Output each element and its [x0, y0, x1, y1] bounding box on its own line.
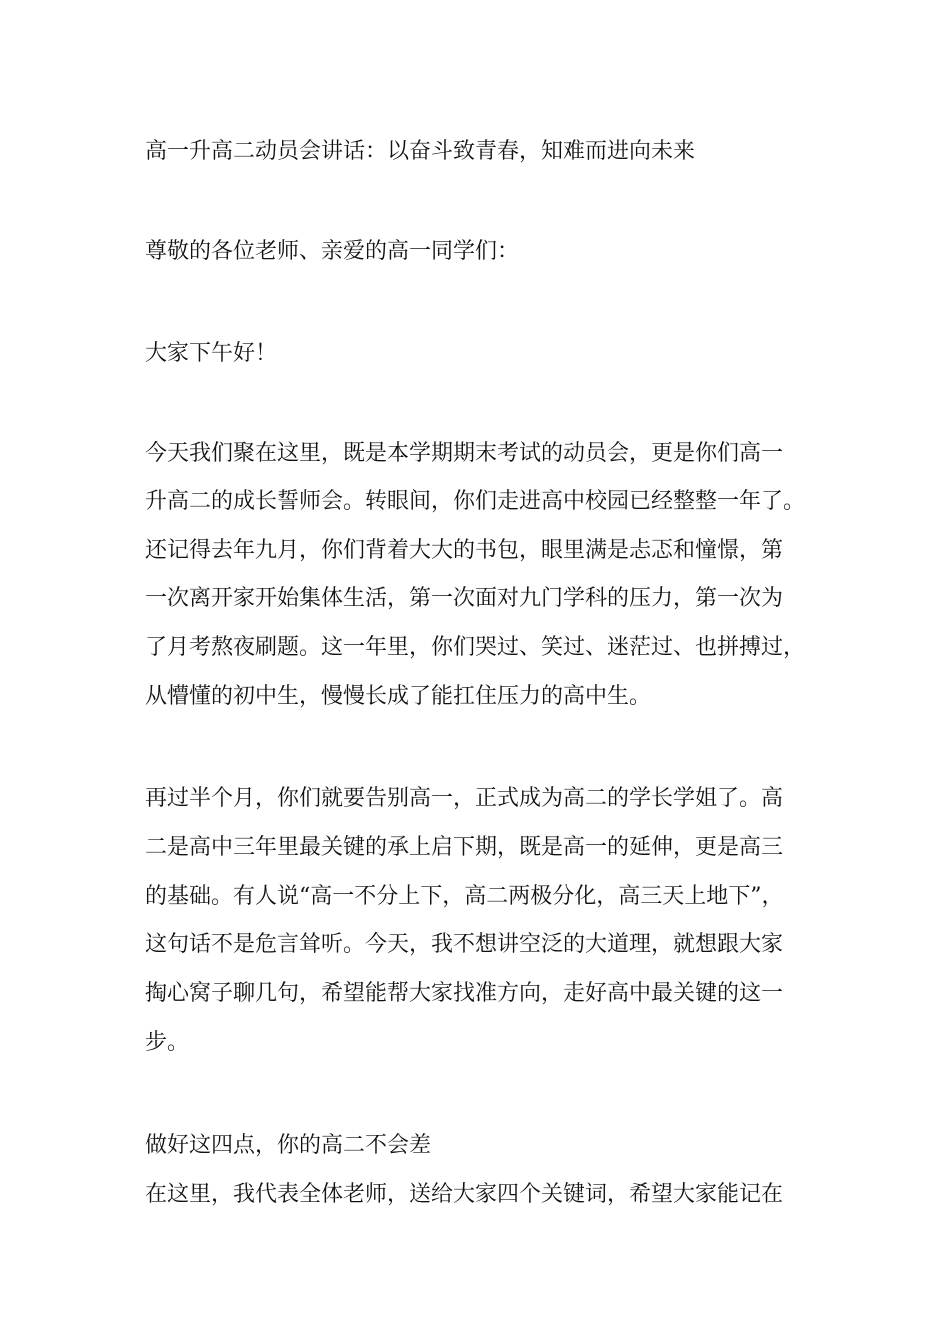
paragraph-2-line: 的基础。有人说“高一不分上下，高二两极分化，高三天上地下”，	[145, 884, 784, 909]
paragraph-3-line: 在这里，我代表全体老师，送给大家四个关键词，希望大家能记在	[145, 1182, 784, 1207]
paragraph-1-line: 升高二的成长誓师会。转眼间，你们走进高中校园已经整整一年了。	[145, 489, 806, 514]
greeting: 大家下午好！	[145, 341, 278, 366]
paragraph-2-line: 步。	[145, 1030, 190, 1055]
paragraph-1-line: 还记得去年九月，你们背着大大的书包，眼里满是忐忑和憧憬，第	[145, 538, 784, 563]
paragraph-2-line: 二是高中三年里最关键的承上启下期，既是高一的延伸，更是高三	[145, 835, 784, 860]
paragraph-2-line: 掏心窝子聊几句，希望能帮大家找准方向，走好高中最关键的这一	[145, 981, 784, 1006]
section-heading: 做好这四点，你的高二不会差	[145, 1133, 432, 1158]
paragraph-1-line: 了月考熬夜刷题。这一年里，你们哭过、笑过、迷茫过、也拼搏过，	[145, 635, 806, 660]
paragraph-1-line: 今天我们聚在这里，既是本学期期末考试的动员会，更是你们高一	[145, 441, 784, 466]
salutation: 尊敬的各位老师、亲爱的高一同学们：	[145, 239, 520, 264]
paragraph-2-line: 这句话不是危言耸听。今天，我不想讲空泛的大道理，就想跟大家	[145, 932, 784, 957]
paragraph-1-line: 一次离开家开始集体生活，第一次面对九门学科的压力，第一次为	[145, 586, 784, 611]
paragraph-1-line: 从懵懂的初中生，慢慢长成了能扛住压力的高中生。	[145, 684, 652, 709]
paragraph-2-line: 再过半个月，你们就要告别高一，正式成为高二的学长学姐了。高	[145, 786, 784, 811]
document-title: 高一升高二动员会讲话：以奋斗致青春，知难而进向未来	[145, 139, 696, 164]
